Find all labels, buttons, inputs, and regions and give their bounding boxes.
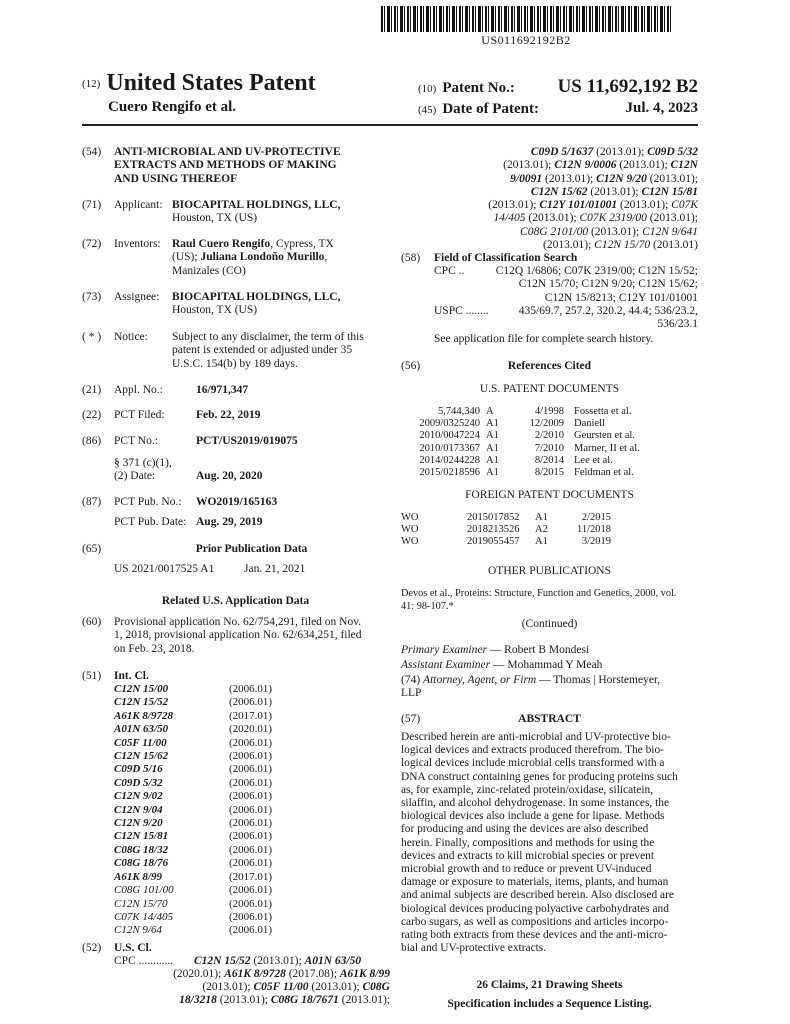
int-cl-class: C12N 15/70 xyxy=(114,897,168,910)
code-58: (58) xyxy=(401,252,421,264)
cpc-ver: (2013.01); xyxy=(525,212,580,225)
int-cl-row xyxy=(114,884,272,897)
attorney-line-2: LLP xyxy=(401,687,422,700)
code-54: (54) xyxy=(82,146,102,158)
assistant-examiner-name: — Mohammad Y Meah xyxy=(490,659,603,671)
patent-header-title xyxy=(82,70,316,97)
us-cl-title: U.S. Cl. xyxy=(114,942,152,954)
us-doc-name: Fossetta et al. xyxy=(574,406,632,417)
us-doc-name: Lee et al. xyxy=(574,454,613,466)
int-cl-version: (2006.01) xyxy=(229,776,273,789)
publication-number: US011692192B2 xyxy=(481,33,571,47)
search-history-note: See application file for complete search history. xyxy=(434,333,654,345)
int-cl-version: (2017.01) xyxy=(229,870,273,883)
assignee xyxy=(172,291,341,318)
notice-line: U.S.C. 154(b) by 189 days. xyxy=(172,357,298,370)
cpc-class: C09D 5/1637 xyxy=(530,146,594,158)
int-cl-row xyxy=(114,817,272,830)
foreign-doc-kind: A1 xyxy=(535,536,548,548)
int-cl-version: (2006.01) xyxy=(229,884,273,897)
int-cl-class: C12N 9/64 xyxy=(114,924,162,937)
int-cl-class: C12N 9/04 xyxy=(114,803,163,816)
int-cl-version: (2006.01) xyxy=(229,843,273,856)
cpc-class: C12N xyxy=(670,159,698,172)
code-65: (65) xyxy=(82,543,102,555)
int-cl-row xyxy=(114,737,272,750)
foreign-docs-title: FOREIGN PATENT DOCUMENTS xyxy=(465,489,634,501)
us-doc-date: 8/2014 xyxy=(534,454,564,466)
abstract-line: silaffin, and alcohol dehydrogenase. In some instances, the xyxy=(401,797,670,810)
cpc-class: C08G xyxy=(362,981,390,993)
inventor-1-location: , Cypress, TX xyxy=(270,238,334,250)
int-cl-class: C09D 5/16 xyxy=(114,763,163,776)
abstract-line: logical devices and extracts produced therefrom. The bio- xyxy=(401,744,664,757)
int-cl-version: (2006.01) xyxy=(229,830,273,843)
pct-filed-label: PCT Filed: xyxy=(114,409,165,421)
inventor-2-comma: , xyxy=(324,251,328,264)
attorney xyxy=(401,674,660,701)
abstract-line: devices and extracts to kill microbial species or prevent xyxy=(401,849,655,862)
abstract-line: biological devices also include a gene for lipase. Methods xyxy=(401,810,665,823)
code-73: (73) xyxy=(82,291,102,303)
title-text: United States Patent xyxy=(106,70,316,96)
code-10: (10) xyxy=(418,83,437,95)
foreign-doc-num: 2019055457 xyxy=(467,536,520,548)
inventor-2-location: Manizales (CO) xyxy=(172,264,246,277)
cpc-cont-line xyxy=(410,159,698,172)
us-doc-kind: A1 xyxy=(486,418,499,430)
code-57: (57) xyxy=(401,713,421,725)
int-cl-row xyxy=(114,683,272,696)
int-cl-version: (2006.01) xyxy=(229,817,273,830)
assistant-examiner xyxy=(401,659,602,672)
code-22: (22) xyxy=(82,409,102,421)
foreign-doc-country: WO xyxy=(401,512,419,523)
int-cl-class: C12N 15/62 xyxy=(114,750,169,763)
cpc-ver: (2013.01); xyxy=(593,146,648,158)
code-21: (21) xyxy=(82,384,102,396)
us-doc-row xyxy=(406,418,694,430)
abstract-line: logical devices include microbial cells transformed with a xyxy=(401,757,665,770)
int-cl-class: A01N 63/50 xyxy=(114,723,169,736)
prior-pub-date: Jan. 21, 2021 xyxy=(244,563,306,575)
cpc-class: A01N 63/50 xyxy=(304,955,362,967)
cpc-cont-line xyxy=(410,146,698,159)
int-cl-row xyxy=(114,763,272,776)
s371 xyxy=(114,457,172,484)
header-inventors: Cuero Rengifo et al. xyxy=(108,99,237,115)
int-cl-row xyxy=(114,911,272,924)
cpc-ver: (2013.01); xyxy=(503,159,555,172)
foreign-doc-num: 2015017852 xyxy=(467,512,520,523)
inventor-1: Raul Cuero Rengifo xyxy=(172,238,271,250)
code-51: (51) xyxy=(82,670,102,682)
int-cl-version: (2006.01) xyxy=(229,736,273,749)
references-title: References Cited xyxy=(507,360,592,372)
foreign-doc-kind: A1 xyxy=(535,512,548,523)
int-cl-version: (2006.01) xyxy=(229,803,273,816)
assignee-label: Assignee: xyxy=(114,291,160,303)
field-cpc xyxy=(470,265,698,305)
code-60: (60) xyxy=(82,616,102,628)
us-doc-num: 5,744,340 xyxy=(438,406,480,417)
abstract-line: for producing and using the devices are also described xyxy=(401,823,649,836)
us-doc-name: Geursten et al. xyxy=(574,430,635,442)
cpc-ver: (2013.01); xyxy=(308,981,363,993)
cpc-class: C09D 5/32 xyxy=(647,146,698,158)
pct-pub-date: Aug. 29, 2019 xyxy=(196,516,263,528)
abstract-line: bial and UV-protective extracts. xyxy=(401,942,547,955)
us-doc-row xyxy=(406,406,694,418)
claims-sheets: 26 Claims, 21 Drawing Sheets xyxy=(476,979,623,991)
cpc-cont-line xyxy=(410,173,698,186)
int-cl-row xyxy=(114,777,272,790)
foreign-doc-row xyxy=(401,524,611,536)
cpc-ver: (2013.01); xyxy=(587,185,642,198)
us-doc-date: 12/2009 xyxy=(529,418,564,430)
code-12: (12) xyxy=(82,78,101,91)
abstract-line: and animal subjects are described herein. Also disclosed are xyxy=(401,889,674,902)
int-cl-row xyxy=(114,750,272,763)
cpc-class: A61K 8/9728 xyxy=(224,968,286,980)
code-87: (87) xyxy=(82,496,102,508)
abstract-line: rating both extracts from these devices and the anti-micro- xyxy=(401,929,668,942)
cpc-ver: (2013.01); xyxy=(216,994,271,1006)
us-doc-name: Marner, II et al. xyxy=(574,442,640,454)
cpc-cont-line xyxy=(410,199,698,212)
applicant xyxy=(172,199,341,226)
code-74: (74) xyxy=(401,674,421,686)
title-line: EXTRACTS AND METHODS OF MAKING xyxy=(114,159,337,172)
cpc-ver: (2013.01); xyxy=(250,955,305,967)
abstract-line: as, for example, zinc-related protein/oxidase, silicatein, xyxy=(401,783,654,796)
abstract-text xyxy=(401,731,699,955)
continued-note: (Continued) xyxy=(521,618,578,630)
primary-examiner-name: — Robert B Mondesi xyxy=(486,644,590,656)
cpc-continued xyxy=(410,146,698,252)
int-cl-row xyxy=(114,924,272,937)
cpc-ver: (2013.01); xyxy=(616,159,671,172)
title-line: ANTI-MICROBIAL AND UV-PROTECTIVE xyxy=(114,146,341,158)
cpc-class: C12N 9/641 xyxy=(642,225,698,238)
int-cl-class: C12N 15/81 xyxy=(114,830,169,843)
inventors xyxy=(172,238,334,278)
int-cl-row xyxy=(114,830,272,843)
us-docs-title: U.S. PATENT DOCUMENTS xyxy=(479,383,620,395)
other-pubs-text xyxy=(401,588,699,613)
cpc-ver: (2013.01); xyxy=(488,199,540,212)
cpc-class: 18/3218 xyxy=(179,994,217,1006)
abstract-line: carbo sugars, as well as compositions and articles incorpo- xyxy=(401,915,669,928)
int-cl-version: (2020.01) xyxy=(229,723,273,736)
notice-label: Notice: xyxy=(114,331,148,343)
cpc-class: C05F 11/00 xyxy=(253,981,309,993)
int-cl-class: C12N 9/20 xyxy=(114,817,163,830)
cpc-class: C07K 2319/00 xyxy=(579,212,647,225)
code-56: (56) xyxy=(401,360,421,372)
code-45: (45) xyxy=(418,104,437,116)
notice-code: ( * ) xyxy=(82,331,102,343)
field-cpc-line: C12N 15/8213; C12Y 101/01001 xyxy=(544,291,698,304)
cpc-ver: (2013.01); xyxy=(543,239,595,252)
applicant-label: Applicant: xyxy=(114,199,163,211)
field-search-title: Field of Classification Search xyxy=(434,252,578,264)
title-line: AND USING THEREOF xyxy=(114,172,238,185)
primary-examiner-label: Primary Examiner xyxy=(401,644,487,656)
us-doc-kind: A1 xyxy=(486,430,499,442)
int-cl-version: (2006.01) xyxy=(229,790,273,803)
prior-pub-number: US 2021/0017525 A1 xyxy=(114,563,215,575)
other-pub-line: 41: 98-107.* xyxy=(401,600,454,612)
int-cl-row xyxy=(114,696,272,709)
abstract-line: herein. Finally, compositions and methods for using the xyxy=(401,836,655,849)
us-cpc-label: CPC ............ xyxy=(114,955,174,967)
cpc-class: C08G 18/7671 xyxy=(270,994,339,1006)
cpc-class: 9/0091 xyxy=(510,172,543,185)
cpc-class: C12N 15/81 xyxy=(641,185,698,198)
s371-date: Aug. 20, 2020 xyxy=(196,470,263,482)
int-cl-row xyxy=(114,844,272,857)
sequence-listing-note: Specification includes a Sequence Listing. xyxy=(447,998,652,1010)
foreign-docs-table xyxy=(401,512,611,549)
date-of-patent: Jul. 4, 2023 xyxy=(625,100,698,116)
us-doc-date: 4/1998 xyxy=(534,406,564,417)
cpc-ver: (2013.01); xyxy=(338,994,390,1006)
provisional-text xyxy=(114,616,392,656)
int-cl-class: C09D 5/32 xyxy=(114,776,163,789)
inventors-label: Inventors: xyxy=(114,238,161,250)
cpc-class: C12N 9/20 xyxy=(596,172,647,185)
cpc-class: C12N 15/62 xyxy=(530,185,588,198)
int-cl-version: (2017.01) xyxy=(229,709,273,722)
cpc-cont-line xyxy=(410,239,698,252)
int-cl-row xyxy=(114,857,272,870)
other-pubs-title: OTHER PUBLICATIONS xyxy=(488,565,611,577)
cpc-class: C12N 15/70 xyxy=(594,239,651,252)
cpc-class: C12N 9/0006 xyxy=(554,159,617,172)
cpc-cont-line xyxy=(410,186,698,199)
prior-pub-title: Prior Publication Data xyxy=(195,543,308,555)
int-cl-class: C08G 101/00 xyxy=(114,884,174,897)
cpc-ver: (2013.01); xyxy=(542,172,597,185)
invention-title xyxy=(114,146,389,186)
cpc-class: C08G 2101/00 xyxy=(520,225,589,238)
us-doc-num: 2010/0173367 xyxy=(419,442,480,454)
int-cl-class: C08G 18/32 xyxy=(114,843,169,856)
us-doc-num: 2009/0325240 xyxy=(419,418,480,430)
patent-no-label-text: Patent No.: xyxy=(442,80,515,96)
us-doc-kind: A1 xyxy=(486,442,499,454)
pct-pub-no: WO2019/165163 xyxy=(196,496,278,508)
us-doc-num: 2015/0218596 xyxy=(419,467,480,479)
cpc-ver: (2013.01); xyxy=(588,225,643,238)
code-72: (72) xyxy=(82,238,102,250)
int-cl-version: (2006.01) xyxy=(229,763,273,776)
us-doc-kind: A1 xyxy=(486,454,499,466)
date-of-patent-label xyxy=(418,101,539,118)
field-cpc-label: CPC .. xyxy=(434,265,465,277)
abstract-line: Described herein are anti-microbial and UV-protective bio- xyxy=(401,731,671,743)
us-doc-date: 8/2015 xyxy=(534,467,564,479)
int-cl-class: C12N 9/02 xyxy=(114,790,163,803)
provisional-line: on Feb. 23, 2018. xyxy=(114,642,195,655)
patent-number: US 11,692,192 B2 xyxy=(557,76,698,97)
inventor-2: Juliana Londoño Murillo xyxy=(200,251,325,264)
field-cpc-line: C12N 15/70; C12N 9/20; C12N 15/62; xyxy=(518,278,698,291)
int-cl-version: (2006.01) xyxy=(229,910,273,923)
int-cl-row xyxy=(114,871,272,884)
cpc-cont-line xyxy=(410,212,698,225)
pct-pub-no-label: PCT Pub. No.: xyxy=(114,496,182,508)
us-cpc-line-3 xyxy=(130,981,390,994)
inventor-1-country: (US); xyxy=(172,251,201,264)
cpc-ver: (2013.01) xyxy=(650,239,698,252)
abstract-line: biological devices producing polyactive carbohydrates and xyxy=(401,902,669,915)
cpc-class: C12Y 101/01001 xyxy=(539,199,618,212)
cpc-ver: (2013.01); xyxy=(646,172,698,185)
cpc-ver: (2013.01); xyxy=(617,199,672,212)
int-cl-title: Int. Cl. xyxy=(114,670,149,682)
cpc-class: C07K xyxy=(671,199,698,212)
cpc-cont-line xyxy=(410,226,698,239)
assignee-location: Houston, TX (US) xyxy=(172,304,258,317)
code-52: (52) xyxy=(82,942,102,954)
us-doc-name: Feldman et al. xyxy=(574,467,634,479)
int-cl-row xyxy=(114,898,272,911)
other-pub-line: Devos et al., Proteins: Structure, Function and Genetics, 2000, vol. xyxy=(401,588,677,599)
field-uspc-label: USPC ........ xyxy=(434,305,489,317)
barcode xyxy=(381,6,671,32)
cpc-ver: (2013.01); xyxy=(646,212,698,225)
applicant-name: BIOCAPITAL HOLDINGS, LLC, xyxy=(172,199,341,211)
date-label-text: Date of Patent: xyxy=(442,101,539,117)
foreign-doc-date: 3/2019 xyxy=(581,536,611,548)
us-doc-row xyxy=(406,467,694,479)
int-cl-row xyxy=(114,790,272,803)
code-86: (86) xyxy=(82,435,102,447)
notice-text xyxy=(172,331,387,371)
cpc-class: 14/405 xyxy=(493,212,526,225)
abstract-line: damage or exposure to materials, items, plants, and human xyxy=(401,876,669,889)
int-cl-class: C12N 15/00 xyxy=(114,683,169,695)
us-doc-name: Daniell xyxy=(574,418,605,430)
foreign-doc-country: WO xyxy=(401,524,419,536)
cpc-class: C12N 15/52 xyxy=(194,955,251,967)
notice-line: Subject to any disclaimer, the term of this xyxy=(172,331,364,343)
us-doc-num: 2014/0244228 xyxy=(419,454,480,466)
s371-date-label: (2) Date: xyxy=(114,470,156,483)
primary-examiner xyxy=(401,644,589,657)
int-cl-version: (2006.01) xyxy=(229,683,273,695)
pct-no-label: PCT No.: xyxy=(114,435,158,447)
int-cl-row xyxy=(114,710,272,723)
code-71: (71) xyxy=(82,199,102,211)
notice-line: patent is extended or adjusted under 35 xyxy=(172,344,353,357)
cpc-class: A61K 8/99 xyxy=(339,968,390,980)
appl-no-label: Appl. No.: xyxy=(114,384,163,396)
related-title: Related U.S. Application Data xyxy=(161,595,310,607)
us-docs-table xyxy=(406,406,694,479)
int-cl-row xyxy=(114,723,272,736)
abstract-line: microbial growth and to reduce or prevent UV-induced xyxy=(401,863,652,876)
int-cl-version: (2006.01) xyxy=(229,897,273,910)
int-cl-version: (2006.01) xyxy=(229,924,273,937)
us-cpc-line-4 xyxy=(130,994,390,1007)
int-cl-class: C12N 15/52 xyxy=(114,696,169,709)
int-cl-class: A61K 8/99 xyxy=(114,870,162,883)
assignee-name: BIOCAPITAL HOLDINGS, LLC, xyxy=(172,291,341,303)
foreign-doc-date: 11/2018 xyxy=(576,524,611,536)
us-cpc-line-2 xyxy=(130,968,390,981)
abstract-line: DNA construct containing genes for producing proteins such xyxy=(401,770,678,783)
int-cl-class: C07K 14/405 xyxy=(114,910,173,923)
us-doc-num: 2010/0047224 xyxy=(419,430,480,442)
applicant-location: Houston, TX (US) xyxy=(172,212,258,225)
us-doc-row xyxy=(406,430,694,442)
us-doc-row xyxy=(406,455,694,467)
us-doc-date: 2/2010 xyxy=(534,430,564,442)
foreign-doc-row xyxy=(401,536,611,548)
int-cl-row xyxy=(114,804,272,817)
foreign-doc-country: WO xyxy=(401,536,419,548)
cpc-ver: (2017.08); xyxy=(285,968,340,980)
field-cpc-line: C12Q 1/6806; C07K 2319/00; C12N 15/52; xyxy=(495,265,698,277)
field-uspc-line: 435/69.7, 257.2, 320.2, 44.4; 536/23.2, xyxy=(518,305,698,317)
int-cl-class: C08G 18/76 xyxy=(114,857,169,870)
int-cl-version: (2006.01) xyxy=(229,750,273,763)
int-cl-class: A61K 8/9728 xyxy=(114,709,173,722)
int-cl-table xyxy=(114,683,272,938)
provisional-line: 1, 2018, provisional application No. 62/634,251, filed xyxy=(114,629,362,642)
provisional-line: Provisional application No. 62/754,291, filed on Nov. xyxy=(114,616,362,628)
us-doc-row xyxy=(406,443,694,455)
int-cl-version: (2006.01) xyxy=(229,696,273,709)
pct-pub-date-label: PCT Pub. Date: xyxy=(114,516,187,528)
field-uspc-line: 536/23.1 xyxy=(657,318,698,331)
attorney-name: — Thomas | Horstemeyer, xyxy=(536,674,661,686)
us-cpc-block xyxy=(194,955,390,968)
patent-no-label xyxy=(418,80,515,97)
us-doc-kind: A xyxy=(486,406,494,417)
pct-filed: Feb. 22, 2019 xyxy=(196,409,261,421)
us-doc-kind: A1 xyxy=(486,467,499,479)
assistant-examiner-label: Assistant Examiner xyxy=(401,659,491,671)
cpc-ver: (2020.01); xyxy=(173,968,225,980)
s371-line: § 371 (c)(1), xyxy=(114,457,172,469)
int-cl-version: (2006.01) xyxy=(229,857,273,870)
foreign-doc-date: 2/2015 xyxy=(581,512,611,523)
field-uspc xyxy=(500,305,698,332)
appl-no: 16/971,347 xyxy=(196,384,249,396)
foreign-doc-kind: A2 xyxy=(535,524,548,536)
pct-no: PCT/US2019/019075 xyxy=(196,435,298,447)
int-cl-class: C05F 11/00 xyxy=(114,736,167,749)
abstract-title: ABSTRACT xyxy=(518,713,581,725)
header-rule xyxy=(82,124,698,126)
foreign-doc-row xyxy=(401,512,611,524)
attorney-label: Attorney, Agent, or Firm xyxy=(423,674,537,686)
us-doc-date: 7/2010 xyxy=(534,442,564,454)
cpc-ver: (2013.01); xyxy=(202,981,254,993)
foreign-doc-num: 2018213526 xyxy=(467,524,520,536)
